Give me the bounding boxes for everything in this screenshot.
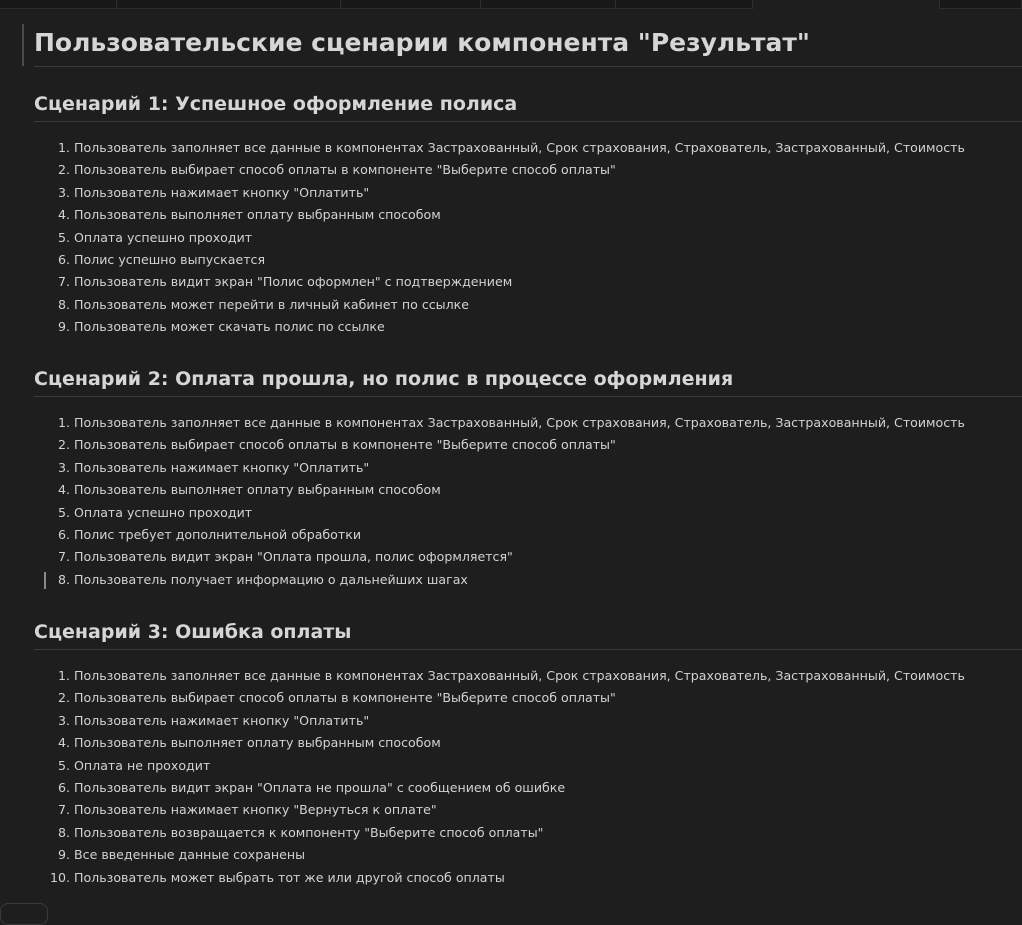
step-number: 2. [57, 437, 70, 453]
step-text: Полис успешно выпускается [74, 251, 266, 267]
step-item [34, 732, 1022, 754]
step-item [34, 457, 1022, 479]
step-item [34, 479, 1022, 501]
step-number: 9. [57, 847, 70, 863]
title-block [22, 24, 1022, 74]
step-number: 4. [57, 482, 70, 498]
step-item [34, 434, 1022, 456]
step-item [34, 665, 1022, 687]
step-text: Пользователь нажимает кнопку "Оплатить" [74, 712, 370, 728]
step-item [34, 755, 1022, 777]
step-number: 8. [57, 824, 70, 840]
step-list [34, 137, 1022, 339]
editor-tab-active[interactable] [753, 0, 940, 9]
step-item [34, 316, 1022, 338]
tab-bar [0, 0, 1022, 9]
step-text: Пользователь заполняет все данные в компонентах Застрахованный, Срок страхования, Страхователь, Застрахованный, Стоимость [74, 668, 965, 683]
page-title: Пользовательские сценарии компонента "Результат" [34, 28, 810, 57]
editor-tab[interactable] [117, 0, 341, 9]
step-item [34, 867, 1022, 889]
step-item [34, 159, 1022, 181]
step-number: 1. [57, 415, 70, 430]
step-item [34, 182, 1022, 204]
step-text: Пользователь заполняет все данные в компонентах Застрахованный, Срок страхования, Страхователь, Застрахованный, Стоимость [74, 415, 965, 430]
step-text: Пользователь выбирает способ оплаты в компоненте "Выберите способ оплаты" [74, 690, 616, 706]
step-number: 2. [57, 162, 70, 178]
step-item [34, 844, 1022, 866]
step-number: 1. [57, 668, 70, 683]
editor-tab[interactable] [0, 0, 117, 9]
step-item [34, 412, 1022, 434]
step-text: Пользователь выполняет оплату выбранным способом [74, 735, 441, 751]
step-text: Пользователь нажимает кнопку "Вернуться к оплате" [74, 802, 437, 818]
step-text: Пользователь нажимает кнопку "Оплатить" [74, 459, 370, 475]
scenario-section [34, 618, 1022, 889]
scenario-section [34, 365, 1022, 591]
step-number: 6. [57, 779, 70, 795]
step-item [34, 569, 1022, 591]
step-number: 4. [57, 735, 70, 751]
step-number: 5. [57, 229, 70, 245]
step-text: Пользователь возвращается к компоненту "Выберите способ оплаты" [74, 824, 544, 840]
step-number: 8. [57, 571, 70, 587]
scenario-section [34, 90, 1022, 339]
heading-divider [34, 121, 1022, 122]
step-text: Пользователь получает информацию о дальнейших шагах [74, 571, 468, 587]
step-list [34, 665, 1022, 889]
step-number: 7. [57, 802, 70, 818]
editor-tab[interactable] [940, 0, 1022, 9]
step-number: 9. [57, 319, 70, 335]
editor-tab[interactable] [341, 0, 481, 9]
markdown-preview [0, 9, 1022, 914]
step-text: Пользователь выполняет оплату выбранным способом [74, 207, 441, 223]
step-item [34, 687, 1022, 709]
step-text: Полис требует дополнительной обработки [74, 526, 362, 542]
step-text: Пользователь видит экран "Оплата прошла, полис оформляется" [74, 549, 513, 565]
step-item [34, 546, 1022, 568]
heading-divider [34, 649, 1022, 650]
step-item [34, 249, 1022, 271]
step-item [34, 204, 1022, 226]
scenario-heading: Сценарий 3: Ошибка оплаты [34, 621, 352, 643]
step-text: Оплата успешно проходит [74, 229, 253, 245]
step-number: 10. [49, 869, 70, 885]
title-left-bar [22, 24, 24, 66]
step-text: Пользователь выбирает способ оплаты в компоненте "Выберите способ оплаты" [74, 437, 616, 453]
step-text: Пользователь видит экран "Полис оформлен" с подтверждением [74, 274, 513, 290]
step-number: 3. [57, 184, 70, 200]
step-item [34, 777, 1022, 799]
scenario-heading: Сценарий 2: Оплата прошла, но полис в процессе оформления [34, 368, 734, 390]
step-number: 3. [57, 712, 70, 728]
editor-tab[interactable] [616, 0, 753, 9]
scenario-heading: Сценарий 1: Успешное оформление полиса [34, 93, 518, 115]
step-item [34, 137, 1022, 159]
step-number: 6. [57, 526, 70, 542]
step-item [34, 271, 1022, 293]
step-item [34, 294, 1022, 316]
step-number: 4. [57, 207, 70, 223]
step-text: Все введенные данные сохранены [74, 847, 306, 863]
step-number: 7. [57, 549, 70, 565]
step-text: Пользователь заполняет все данные в компонентах Застрахованный, Срок страхования, Страхователь, Застрахованный, Стоимость [74, 140, 965, 155]
step-number: 5. [57, 504, 70, 520]
step-text: Оплата успешно проходит [74, 504, 253, 520]
step-item [34, 524, 1022, 546]
step-item [34, 227, 1022, 249]
step-item [34, 822, 1022, 844]
step-text: Пользователь выбирает способ оплаты в компоненте "Выберите способ оплаты" [74, 162, 616, 178]
status-corner-widget[interactable] [0, 903, 48, 925]
step-number: 6. [57, 251, 70, 267]
step-number: 8. [57, 296, 70, 312]
step-text: Оплата не проходит [74, 757, 211, 773]
step-number: 1. [57, 140, 70, 155]
step-number: 7. [57, 274, 70, 290]
step-number: 2. [57, 690, 70, 706]
heading-divider [34, 396, 1022, 397]
step-number: 3. [57, 459, 70, 475]
editor-tab[interactable] [481, 0, 616, 9]
step-number: 5. [57, 757, 70, 773]
step-list [34, 412, 1022, 591]
step-item [34, 710, 1022, 732]
step-item [34, 502, 1022, 524]
title-divider [34, 66, 1022, 67]
step-text: Пользователь выполняет оплату выбранным способом [74, 482, 441, 498]
step-text: Пользователь может скачать полис по ссылке [74, 319, 385, 335]
step-text: Пользователь нажимает кнопку "Оплатить" [74, 184, 370, 200]
step-text: Пользователь видит экран "Оплата не прошла" с сообщением об ошибке [74, 779, 566, 795]
step-item [34, 799, 1022, 821]
step-text: Пользователь может перейти в личный кабинет по ссылке [74, 296, 470, 312]
step-text: Пользователь может выбрать тот же или другой способ оплаты [74, 869, 505, 885]
